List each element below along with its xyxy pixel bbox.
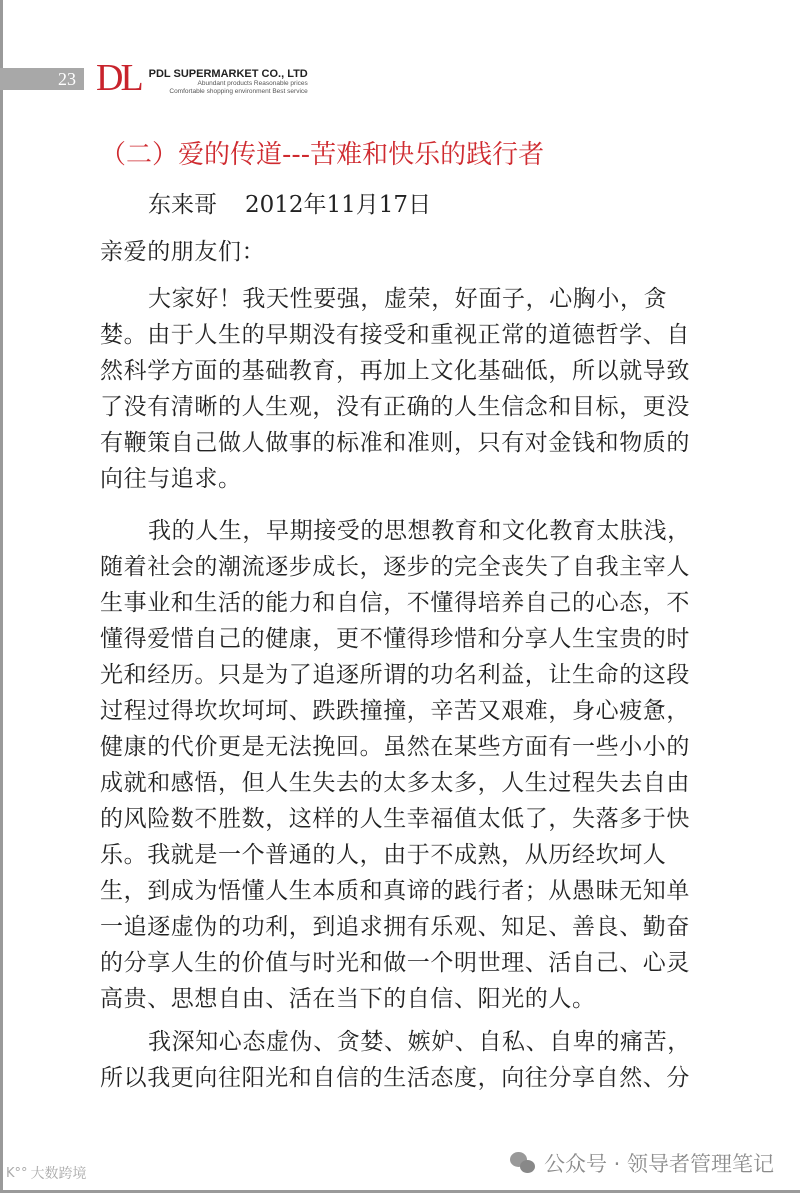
tagline-1: Abundant products Reasonable prices — [197, 80, 308, 87]
text-line: 乐。我就是一个普通的人，由于不成熟，从历经坎坷人 — [100, 842, 667, 868]
text-line: 我的人生，早期接受的思想教育和文化教育太肤浅， — [148, 518, 691, 544]
text-line: 然科学方面的基础教育，再加上文化基础低，所以就导致 — [100, 358, 690, 384]
text-line: 过程过得坎坎坷坷、跌跌撞撞，辛苦又艰难，身心疲惫， — [100, 698, 690, 724]
date: 2012年11月17日 — [245, 192, 432, 218]
text-line: 的分享人生的价值与时光和做一个明世理、活自己、心灵 — [100, 950, 690, 976]
text-line: 成就和感悟，但人生失去的太多太多，人生过程失去自由 — [100, 770, 690, 796]
text-line: 向往与追求。 — [100, 466, 242, 492]
text-line: 生，到成为悟懂人生本质和真谛的践行者；从愚昧无知单 — [100, 878, 690, 904]
source-text: 大数跨境 — [30, 1166, 87, 1182]
text-line: 光和经历。只是为了追逐所谓的功名利益，让生命的这段 — [100, 662, 690, 688]
paragraph-3 — [100, 1024, 710, 1096]
text-line: 高贵、思想自由、活在当下的自信、阳光的人。 — [100, 986, 596, 1012]
logo-text — [149, 68, 308, 96]
text-line: 我深知心态虚伪、贪婪、嫉妒、自私、自卑的痛苦， — [148, 1029, 691, 1055]
salutation: 亲爱的朋友们： — [100, 239, 266, 265]
text-line: 大家好！我天性要强，虚荣，好面子，心胸小，贪 — [148, 286, 668, 312]
article-title: （二）爱的传道---苦难和快乐的践行者 — [100, 140, 545, 170]
text-line: 一追逐虚伪的功利，到追求拥有乐观、知足、善良、勤奋 — [100, 914, 690, 940]
paragraph-1 — [100, 281, 710, 497]
page-left-border — [0, 0, 3, 1193]
company-name: PDL SUPERMARKET CO., LTD — [148, 68, 308, 80]
salutation-block — [100, 234, 710, 270]
byline — [148, 189, 431, 221]
text-line: 随着社会的潮流逐步成长，逐步的完全丧失了自我主宰人 — [100, 554, 690, 580]
author: 东来哥 — [148, 192, 217, 218]
source-logo-icon: K°° — [6, 1165, 28, 1181]
wechat-account-text: 公众号 · 领导者管理笔记 — [543, 1152, 774, 1176]
text-line: 生事业和生活的能力和自信，不懂得培养自己的心态，不 — [100, 590, 690, 616]
page-number: 23 — [58, 69, 76, 89]
wechat-icon — [510, 1152, 536, 1174]
source-watermark — [6, 1163, 87, 1183]
text-line: 健康的代价更是无法挽回。虽然在某些方面有一些小小的 — [100, 734, 690, 760]
text-line: 有鞭策自己做人做事的标准和准则，只有对金钱和物质的 — [100, 430, 690, 456]
page-number-bar — [0, 68, 84, 90]
text-line: 的风险数不胜数，这样的人生幸福值太低了，失落多于快 — [100, 806, 690, 832]
text-line: 所以我更向往阳光和自信的生活态度，向往分享自然、分 — [100, 1065, 690, 1091]
text-line: 懂得爱惜自己的健康，更不懂得珍惜和分享人生宝贵的时 — [100, 626, 690, 652]
logo-mark: DL — [96, 57, 141, 99]
paragraph-2 — [100, 513, 710, 1017]
tagline-2: Comfortable shopping environment Best service — [169, 88, 308, 95]
text-line: 婪。由于人生的早期没有接受和重视正常的道德哲学、自 — [100, 322, 690, 348]
text-line: 了没有清晰的人生观，没有正确的人生信念和目标，更没 — [100, 394, 690, 420]
company-logo — [96, 57, 308, 99]
wechat-watermark — [510, 1148, 774, 1178]
